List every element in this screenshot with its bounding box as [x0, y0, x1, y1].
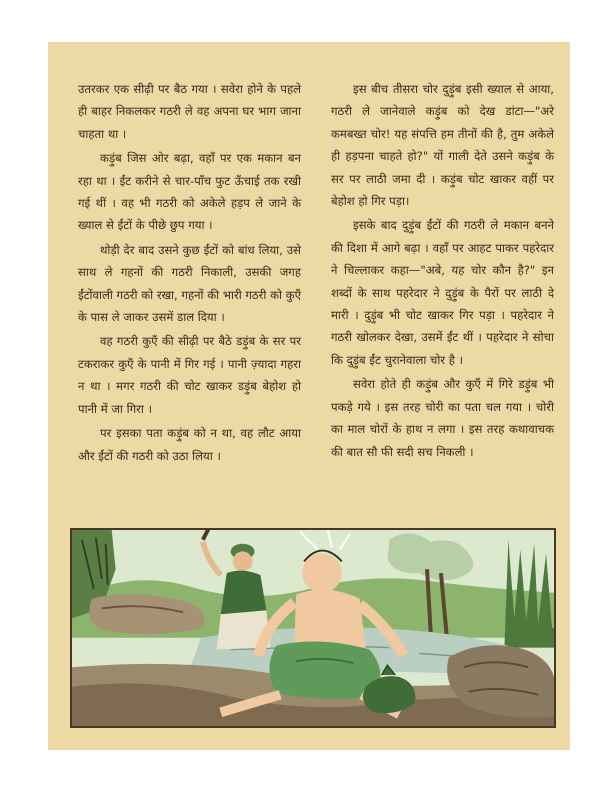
paragraph: सवेरा होते ही कड़ुंब और कुएँ में गिरे डड़ुंब भी पकड़े गये । इस तरह चोरी का पता चल गया । चोरी का माल चोरों के हाथ न लगा । इस तरह कथावाचक की बात सौ फी सदी सच निकली । [331, 377, 554, 459]
illustration-art [72, 530, 554, 726]
paragraph: इसके बाद दुड़ुंब ईंटों की गठरी ले मकान बनने की दिशा में आगे बढ़ा । वहाँ पर आहट पाकर पहरेदार ने चिल्लाकर कहा—"अबे, यह चोर कौन है?" इन शब्दों के साथ पहरेदार ने दुड़ुंब के पैरों पर लाठी दे मारी । दुड़ुंब भी चोट खाकर गिर पड़ा । पहरेदार ने गठरी खोलकर देखा, उसमें ईंट थीं । पहरेदार ने सोचा कि दुड़ुंब ईंट चुरानेवाला चोर है । [331, 218, 554, 367]
story-illustration [70, 528, 556, 728]
left-column [78, 78, 301, 469]
paragraph: इस बीच तीसरा चोर दुड़ुंब इसी ख्याल से आया, गठरी ले जानेवाले कड़ुंब को देख डांटा—"अरे कमबख्त चोर! यह संपत्ति हम तीनों की है, तुम अकेले ही हड़पना चाहते हो?" यों गाली देते उसने कड़ुंब के सर पर लाठी जमा दी । कड़ुंब चोट खाकर वहीं पर बेहोश हो गिर पड़ा। [331, 82, 554, 209]
paragraph: कड़ुंब जिस ओर बढ़ा, वहाँ पर एक मकान बन रहा था । ईंट करीने से चार-पाँच फुट ऊँचाई तक रखी गई थीं । वह भी गठरी को अकेले हड़प ले जाने के ख्याल से ईंटों के पीछे छुप गया । [78, 151, 301, 233]
page [48, 42, 570, 750]
paragraph: वह गठरी कुएँ की सीढ़ी पर बैठे डड़ुंब के सर पर टकराकर कुएँ के पानी में गिर गई । पानी ज़्यादा गहरा न था । मगर गठरी की चोट खाकर डड़ुंब बेहोश हो पानी में जा गिरा । [78, 334, 301, 416]
paragraph: थोड़ी देर बाद उसने कुछ ईंटों को बांध लिया, उसे साथ ले गहनों की गठरी निकाली, उसकी जगह ईंटोंवाली गठरी को रखा, गहनों की भारी गठरी को कुएँ के पास ले जाकर उसमें डाल दिया । [78, 242, 302, 325]
paragraph: उतरकर एक सीढ़ी पर बैठ गया । सवेरा होने के पहले ही बाहर निकलकर गठरी ले वह अपना घर भाग जाना चाहता था । [78, 82, 301, 141]
right-column [331, 78, 554, 465]
paragraph: पर इसका पता कड़ुंब को न था, वह लौट आया और ईंटों की गठरी को उठा लिया । [78, 426, 301, 463]
